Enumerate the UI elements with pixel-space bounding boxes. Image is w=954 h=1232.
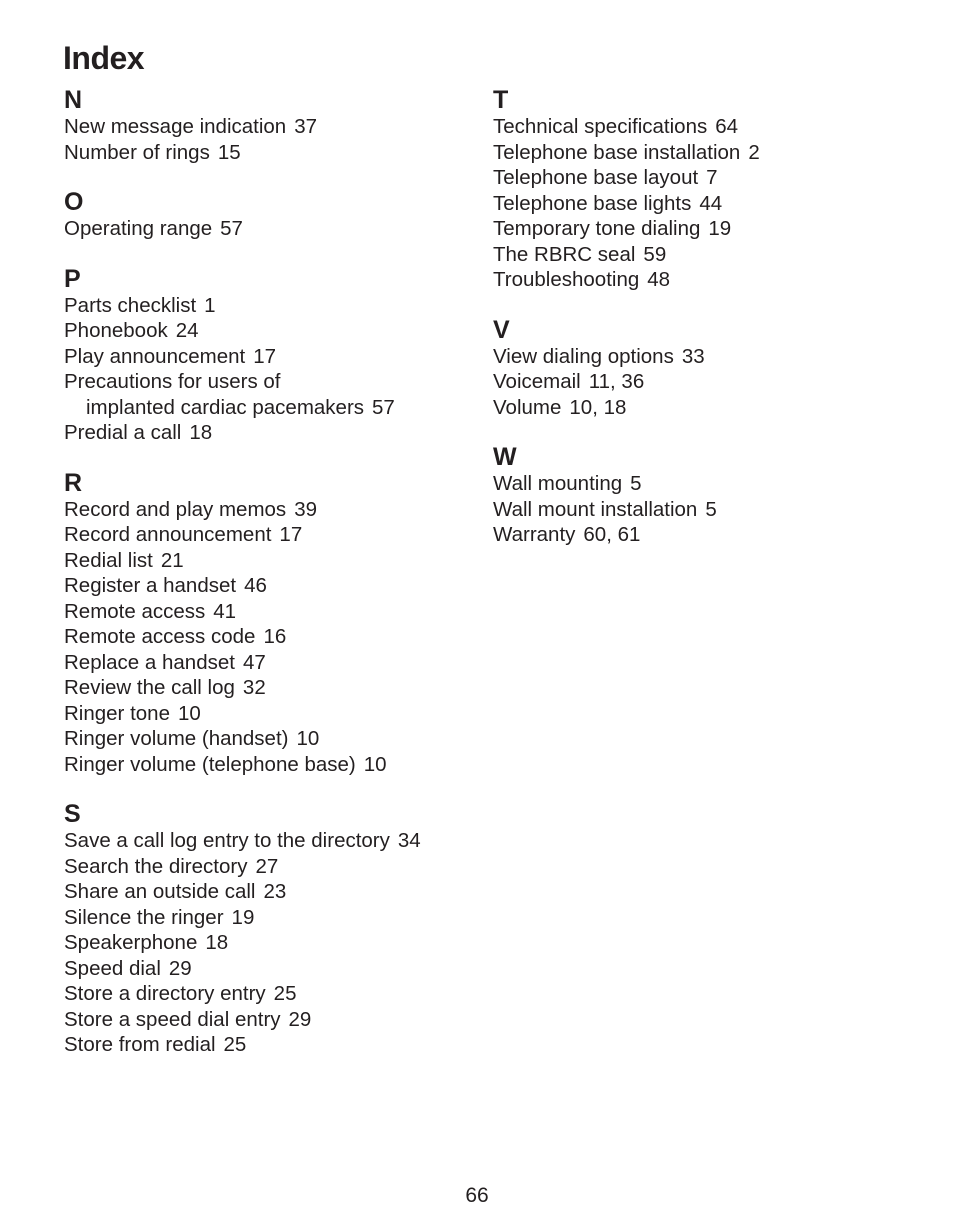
entry-page-ref: 10, 18	[569, 395, 627, 419]
index-entry	[64, 369, 474, 395]
entry-page-ref: 34	[397, 829, 421, 852]
entry-text: Ringer volume (handset)	[64, 727, 289, 750]
index-entry	[64, 318, 474, 344]
entry-page-ref: 59	[643, 242, 667, 266]
entry-page-ref: 32	[242, 676, 266, 699]
entry-text: Ringer tone	[64, 701, 170, 725]
index-entry	[64, 140, 474, 166]
index-section-n	[64, 86, 474, 165]
index-entry	[493, 344, 913, 370]
index-section-r	[64, 469, 474, 778]
index-entry	[64, 344, 474, 370]
entry-text: Register a handset	[64, 574, 237, 597]
entry-text: Store a directory entry	[64, 982, 266, 1005]
page-title: Index	[63, 40, 145, 76]
entry-text: Save a call log entry to the directory	[64, 829, 390, 852]
section-letter: P	[64, 264, 81, 293]
entry-text: Speed dial	[64, 956, 161, 980]
index-entry	[493, 267, 913, 293]
entry-page-ref: 25	[223, 1033, 247, 1056]
entry-text: Telephone base layout	[493, 166, 699, 189]
page-number: 66	[465, 1184, 489, 1207]
entry-text: Silence the ringer	[64, 905, 224, 929]
entry-text: Share an outside call	[64, 880, 256, 903]
entry-text: Review the call log	[64, 676, 235, 699]
entry-page-ref: 37	[294, 115, 318, 138]
entry-page-ref: 5	[630, 472, 642, 495]
entry-page-ref: 47	[242, 650, 266, 674]
index-entry	[64, 1032, 474, 1058]
entry-text: Record announcement	[64, 523, 272, 546]
entry-page-ref: 16	[263, 625, 287, 648]
entry-page-ref: 10	[177, 701, 201, 725]
entry-page-ref: 23	[263, 880, 287, 903]
index-entry	[64, 752, 474, 778]
entry-page-ref: 44	[699, 191, 723, 215]
index-entry	[64, 879, 474, 905]
index-entry	[493, 242, 913, 268]
section-letter: R	[64, 468, 83, 497]
index-entry	[64, 701, 474, 727]
index-entry	[493, 114, 913, 140]
index-entry	[64, 548, 474, 574]
entry-page-ref: 17	[279, 523, 303, 546]
entry-text: New message indication	[64, 115, 287, 138]
index-entry	[64, 395, 474, 421]
index-entry	[64, 675, 474, 701]
section-letter: V	[493, 315, 510, 344]
entry-text: Precautions for users of	[64, 370, 281, 393]
entry-page-ref: 57	[372, 395, 395, 419]
index-entry	[64, 522, 474, 548]
index-section-p	[64, 265, 474, 446]
entry-text: Speakerphone	[64, 931, 198, 954]
entry-text: Predial a call	[64, 421, 182, 444]
index-entry	[493, 216, 913, 242]
index-entry	[64, 650, 474, 676]
entry-text: Troubleshooting	[493, 268, 640, 291]
entry-page-ref: 21	[160, 548, 184, 572]
index-entry	[64, 905, 474, 931]
index-section-t	[493, 86, 913, 293]
entry-text: Store from redial	[64, 1033, 216, 1056]
entry-page-ref: 41	[213, 599, 237, 623]
entry-page-ref: 27	[255, 854, 279, 878]
entry-page-ref: 7	[706, 166, 718, 189]
index-entry	[64, 624, 474, 650]
index-entry	[493, 497, 913, 523]
index-section-w	[493, 443, 913, 548]
entry-page-ref: 64	[715, 115, 739, 138]
index-entry	[64, 930, 474, 956]
entry-text: Replace a handset	[64, 650, 235, 674]
entry-text: Operating range	[64, 217, 213, 240]
entry-text: View dialing options	[493, 344, 674, 368]
entry-page-ref: 24	[175, 319, 199, 342]
section-letter: T	[493, 86, 509, 114]
entry-text: Remote access	[64, 599, 206, 623]
index-entry	[64, 599, 474, 625]
entry-text: The RBRC seal	[493, 242, 636, 266]
section-letter: N	[64, 86, 83, 114]
entry-text: Search the directory	[64, 854, 248, 878]
entry-text: implanted cardiac pacemakers	[86, 395, 365, 419]
index-column-right	[493, 86, 913, 571]
index-section-v	[493, 316, 913, 421]
index-section-s	[64, 800, 474, 1058]
entry-page-ref: 11, 36	[588, 370, 645, 393]
index-entry	[493, 191, 913, 217]
section-letter: W	[493, 443, 517, 471]
entry-text: Warranty	[493, 523, 576, 546]
entry-text: Wall mount installation	[493, 497, 698, 521]
entry-page-ref: 57	[220, 217, 243, 240]
entry-text: Parts checklist	[64, 293, 197, 317]
entry-page-ref: 10	[296, 727, 320, 750]
entry-page-ref: 29	[288, 1007, 312, 1031]
entry-page-ref: 1	[204, 293, 216, 317]
entry-page-ref: 48	[647, 268, 671, 291]
index-section-o	[64, 188, 474, 242]
entry-page-ref: 2	[748, 140, 760, 164]
index-column-left	[64, 86, 474, 1081]
index-entry	[64, 1007, 474, 1033]
entry-page-ref: 39	[294, 497, 317, 521]
index-entry	[64, 420, 474, 446]
index-entry	[64, 497, 474, 523]
index-entry	[493, 140, 913, 166]
entry-page-ref: 18	[189, 421, 213, 444]
entry-text: Phonebook	[64, 319, 168, 342]
index-entry	[64, 854, 474, 880]
index-entry	[493, 369, 913, 395]
index-entry	[493, 522, 913, 548]
entry-text: Telephone base lights	[493, 191, 692, 215]
entry-text: Technical specifications	[493, 115, 708, 138]
entry-text: Store a speed dial entry	[64, 1007, 281, 1031]
entry-text: Record and play memos	[64, 497, 287, 521]
entry-page-ref: 33	[681, 344, 705, 368]
entry-text: Volume	[493, 395, 562, 419]
index-entry	[64, 293, 474, 319]
entry-text: Play announcement	[64, 344, 246, 368]
entry-page-ref: 15	[217, 140, 241, 164]
entry-text: Telephone base installation	[493, 140, 741, 164]
entry-page-ref: 46	[244, 574, 267, 597]
entry-text: Redial list	[64, 548, 153, 572]
entry-text: Ringer volume (telephone base)	[64, 752, 356, 776]
entry-page-ref: 19	[708, 217, 732, 240]
index-entry	[493, 471, 913, 497]
entry-page-ref: 10	[363, 752, 387, 776]
index-entry	[64, 114, 474, 140]
index-entry	[64, 956, 474, 982]
entry-page-ref: 5	[705, 497, 717, 521]
entry-text: Remote access code	[64, 625, 256, 648]
entry-text: Temporary tone dialing	[493, 217, 701, 240]
entry-page-ref: 29	[168, 956, 192, 980]
section-letter: S	[64, 800, 81, 828]
entry-text: Number of rings	[64, 140, 210, 164]
index-entry	[493, 395, 913, 421]
index-entry	[64, 726, 474, 752]
entry-page-ref: 18	[205, 931, 229, 954]
entry-page-ref: 17	[253, 344, 277, 368]
entry-page-ref: 19	[231, 905, 255, 929]
entry-page-ref: 25	[273, 982, 297, 1005]
index-entry	[64, 216, 474, 242]
index-entry	[493, 165, 913, 191]
index-entry	[64, 828, 474, 854]
index-entry	[64, 981, 474, 1007]
section-letter: O	[64, 188, 84, 216]
entry-text: Wall mounting	[493, 472, 623, 495]
entry-text: Voicemail	[493, 370, 581, 393]
entry-page-ref: 60, 61	[583, 523, 641, 546]
index-entry	[64, 573, 474, 599]
